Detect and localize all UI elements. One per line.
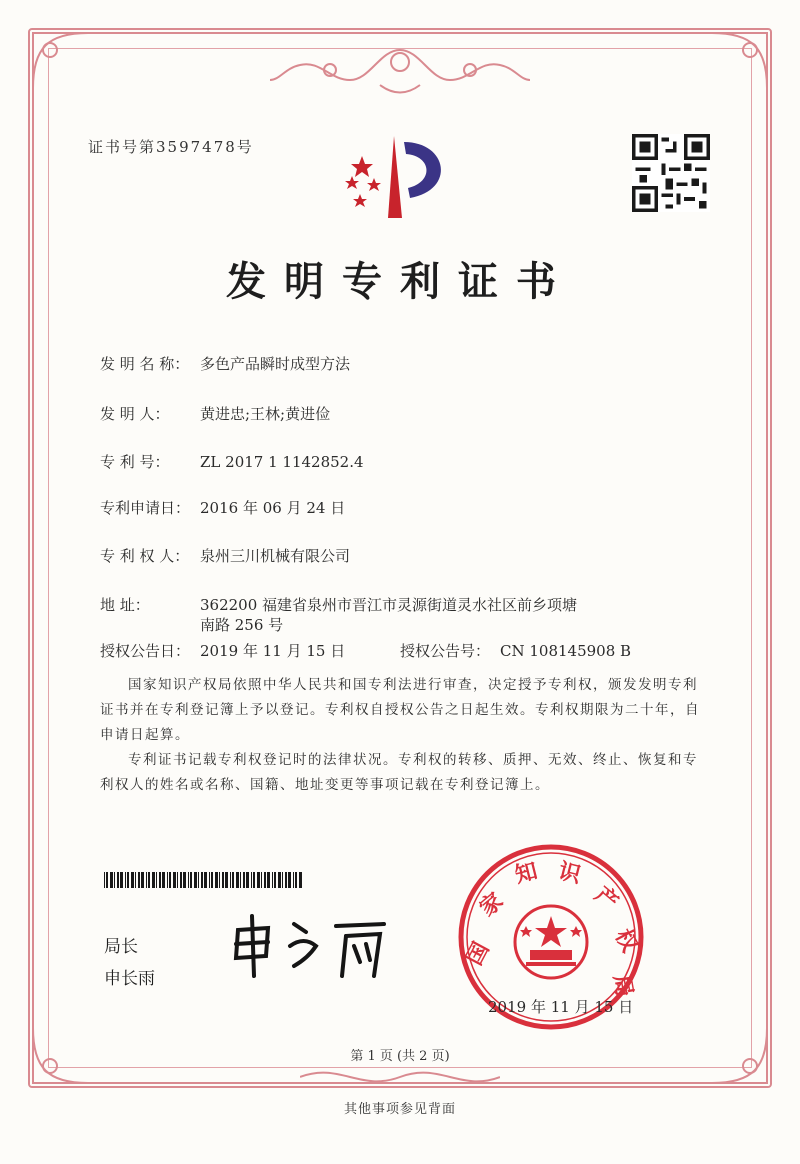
field-label: 专 利 权 人： (100, 547, 190, 565)
certificate-number: 证书号第3597478号 (88, 138, 254, 156)
field-label: 授权公告号： (400, 642, 491, 660)
patentee-row (100, 545, 350, 566)
application-date-value: 2016 年 06 月 24 日 (200, 499, 346, 517)
page-title: 发明专利证书 (226, 258, 574, 305)
barcode-icon (104, 872, 304, 888)
field-label: 地 址： (100, 596, 150, 614)
svg-text:识: 识 (555, 858, 584, 889)
field-label: 专 利 号： (100, 453, 170, 471)
footer-note: 其他事项参见背面 (343, 1102, 456, 1117)
signatory-title: 局长 (104, 937, 138, 957)
top-ornament-icon (270, 40, 530, 102)
body-line: 专利证书记载专利权登记时的法律状况。专利权的转移、质押、无效、终止、恢复和专 (128, 752, 698, 768)
corner-ornament-icon (28, 28, 98, 98)
svg-text:局: 局 (608, 972, 637, 999)
svg-text:知: 知 (512, 858, 541, 889)
inventor-value: 黄进忠;王林;黄进俭 (200, 405, 331, 423)
address-row (100, 594, 577, 615)
signatory-name: 申长雨 (104, 969, 155, 989)
page-number: 第 1 页 (共 2 页) (350, 1049, 450, 1064)
patentee-value: 泉州三川机械有限公司 (200, 547, 351, 565)
grant-date-row (100, 640, 345, 661)
field-label: 发 明 人： (100, 405, 170, 423)
patent-number-row (100, 451, 364, 472)
address-value-line2: 南路 256 号 (200, 616, 284, 634)
field-label: 授权公告日： (100, 642, 191, 660)
body-line: 证书并在专利登记簿上予以登记。专利权自授权公告之日起生效。专利权期限为二十年，自 (100, 702, 700, 718)
grant-date-value: 2019 年 11 月 15 日 (200, 642, 346, 660)
application-date-row (100, 497, 345, 518)
inventor-row (100, 403, 330, 424)
body-line: 利权人的姓名或名称、国籍、地址变更等事项记载在专利登记簿上。 (100, 777, 550, 793)
svg-text:权: 权 (609, 925, 642, 957)
svg-text:国: 国 (462, 938, 495, 970)
invention-name-row (100, 353, 350, 374)
body-line: 申请日起算。 (100, 727, 190, 743)
svg-text:家: 家 (475, 888, 509, 922)
grant-number-value: CN 108145908 B (500, 642, 632, 660)
field-label: 发 明 名 称： (100, 355, 190, 373)
seal-date: 2019 年 11 月 15 日 (488, 998, 634, 1016)
handwritten-signature-icon (224, 906, 404, 986)
corner-ornament-icon (702, 28, 772, 98)
bottom-ornament-icon (300, 1062, 500, 1092)
address-continuation-row (200, 614, 283, 635)
body-line: 国家知识产权局依照中华人民共和国专利法进行审查，决定授予专利权，颁发发明专利 (128, 677, 698, 693)
legal-statement (100, 673, 712, 798)
svg-text:产: 产 (589, 882, 623, 916)
invention-name-value: 多色产品瞬时成型方法 (200, 355, 351, 373)
qr-code-icon (632, 134, 710, 212)
field-label: 专利申请日： (100, 499, 191, 517)
patent-office-emblem-icon (330, 128, 470, 228)
grant-number-row (400, 640, 631, 661)
patent-number-value: ZL 2017 1 1142852.4 (200, 453, 364, 471)
address-value-line1: 362200 福建省泉州市晋江市灵源街道灵水社区前乡项塘 (200, 596, 578, 614)
